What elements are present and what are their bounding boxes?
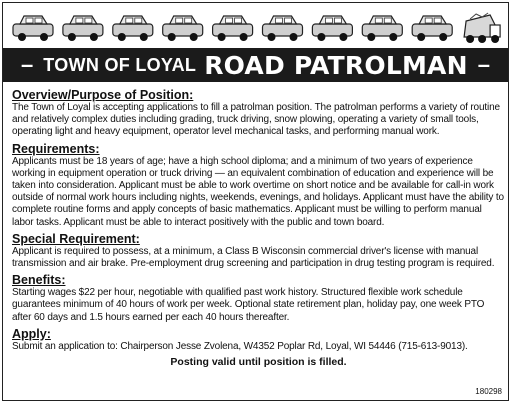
car-icon xyxy=(312,16,352,41)
position-title: ROAD PATROLMAN xyxy=(204,50,468,80)
special-requirement-text: Applicant is required to possess, at a minimum, a Class B Wisconsin commercial driver's license with manual transmission and air brake. Pre-employment drug screening and participation in drug testing program is required. xyxy=(12,245,495,270)
benefits-heading: Benefits: xyxy=(12,273,66,288)
car-icon xyxy=(63,16,103,41)
requirements-heading: Requirements: xyxy=(12,141,100,156)
dump-truck-icon xyxy=(464,13,500,43)
apply-heading: Apply: xyxy=(12,326,51,341)
apply-text: Submit an application to: Chairperson Jesse Zvolena, W4352 Poplar Rd, Loyal, WI 54446 (715-613-9013). xyxy=(12,340,468,352)
car-icon xyxy=(263,16,303,41)
requirements-text: Applicants must be 18 years of age; have a high school diploma; and a minimum of two years of experience working in equipment operation or truck driving — an equivalent combination of education and experience will be taken into consideration. Applicant must be able to work overtime on short notice and be available for call-in work outside of normal work hours including nights, weekends, evenings, and holidays. Applicant must have the ability to complete routine forms and apply concepts of basic mathematics. Applicant must be willing to perform manual labor tasks. Applicant must be able to interact positively with the public and town board. xyxy=(12,155,504,228)
vehicle-strip xyxy=(7,7,506,45)
car-icon xyxy=(213,16,253,41)
town-name: TOWN OF LOYAL xyxy=(43,54,197,75)
overview-heading: Overview/Purpose of Position: xyxy=(12,88,194,102)
car-icon xyxy=(362,16,402,41)
car-icon xyxy=(412,16,452,41)
banner-left-dash: – xyxy=(21,52,34,77)
ad-body xyxy=(12,88,505,368)
car-icon xyxy=(13,16,53,41)
posting-notice: Posting valid until position is filled. xyxy=(170,356,347,369)
special-requirement-heading: Special Requirement: xyxy=(12,231,140,246)
benefits-text: Starting wages $22 per hour, negotiable with qualified past work history. Structured flexible work schedule guarantees minimum of 40 hours of work per week. Optional state retirement plan, holiday pay, one week PTO after 60 days and 1.5 hours earned per each 40 hours thereafter. xyxy=(12,287,485,323)
title-banner xyxy=(3,48,508,82)
job-advertisement xyxy=(2,2,509,401)
car-icon xyxy=(163,16,203,41)
overview-text: The Town of Loyal is accepting applications to fill a patrolman position. The patrolman performs a variety of routine and relatively complex duties including grading, truck driving, snow plowing, operating a variety of small tools, operating light and heavy equipment, operator level mechanical tasks, and performing manual work. xyxy=(12,102,500,138)
ad-code: 180298 xyxy=(475,387,502,396)
banner-right-dash: – xyxy=(477,52,490,77)
car-icon xyxy=(113,16,153,41)
